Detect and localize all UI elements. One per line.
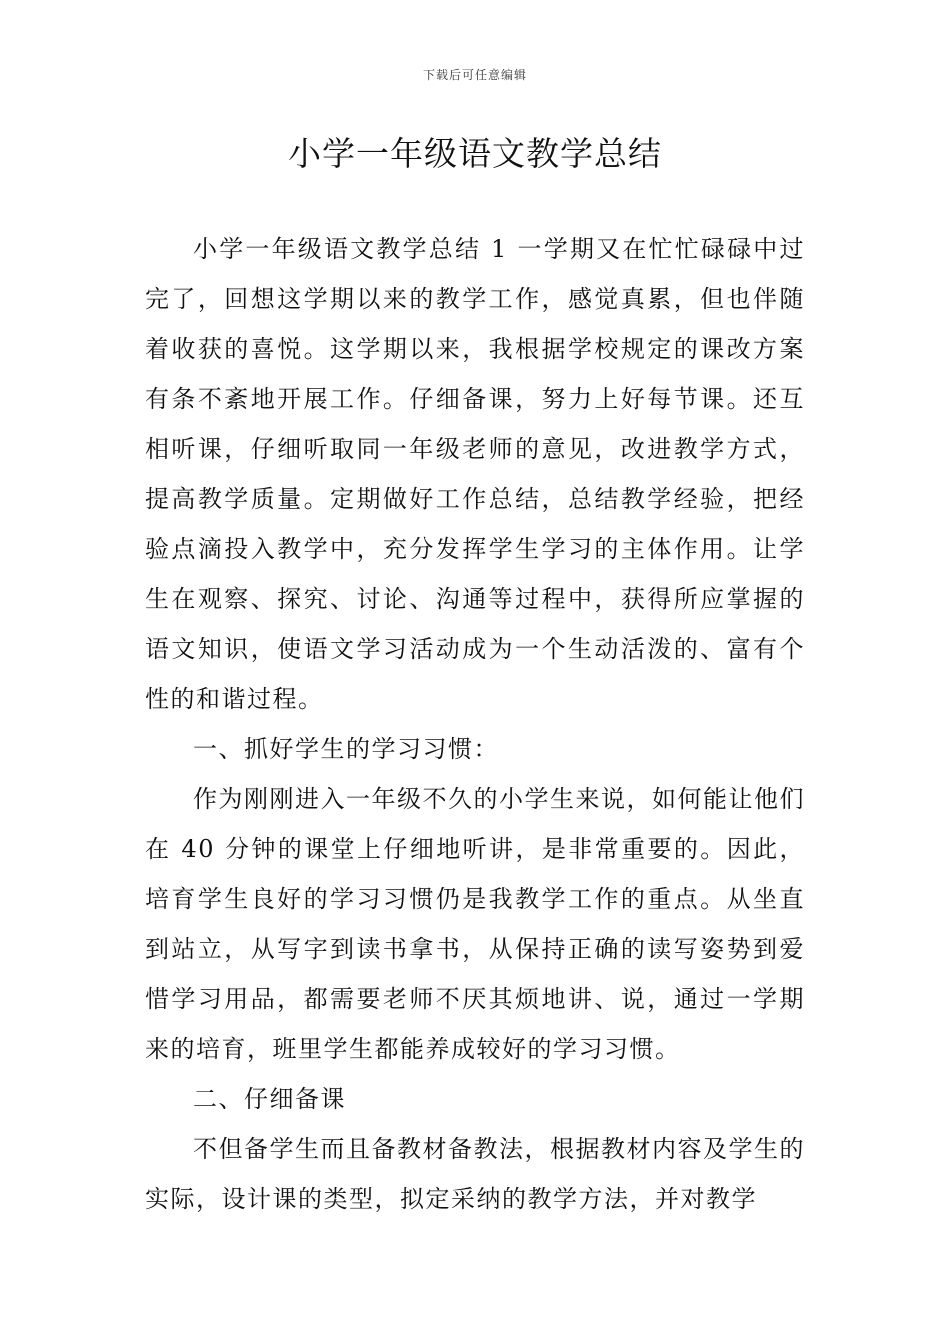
paragraph-learning-habits: 作为刚刚进入一年级不久的小学生来说，如何能让他们在 40 分钟的课堂上仔细地听讲，是非常重要的。因此，培育学生良好的学习习惯仍是我教学工作的重点。从坐直到站立，从写字到读书拿书，从保持正确的读写姿势到爱惜学习用品，都需要老师不厌其烦地讲、说，通过一学期来的培育，班里学生都能养成较好的学习习惯。 <box>145 785 805 1063</box>
document-body <box>145 224 805 1224</box>
section-heading-1: 一、抓好学生的学习习惯： <box>193 735 499 763</box>
header-note: 下载后可任意编辑 <box>422 68 527 82</box>
paragraph-intro: 小学一年级语文教学总结 1 一学期又在忙忙碌碌中过完了，回想这学期以来的教学工作，感觉真累，但也伴随着收获的喜悦。这学期以来，我根据学校规定的课改方案有条不紊地开展工作。仔细备课，努力上好每节课。还互相听课，仔细听取同一年级老师的意见，改进教学方式，提高教学质量。定期做好工作总结，总结教学经验，把经验点滴投入教学中，充分发挥学生学习的主体作用。让学生在观察、探究、讨论、沟通等过程中，获得所应掌握的语文知识，使语文学习活动成为一个生动活泼的、富有个性的和谐过程。 <box>145 235 805 713</box>
section-heading-2: 二、仔细备课 <box>193 1085 346 1113</box>
document-title: 小学一年级语文教学总结 <box>288 134 662 173</box>
paragraph-lesson-prep: 不但备学生而且备教材备教法，根据教材内容及学生的实际，设计课的类型，拟定采纳的教学方法，并对教学 <box>145 1135 805 1213</box>
